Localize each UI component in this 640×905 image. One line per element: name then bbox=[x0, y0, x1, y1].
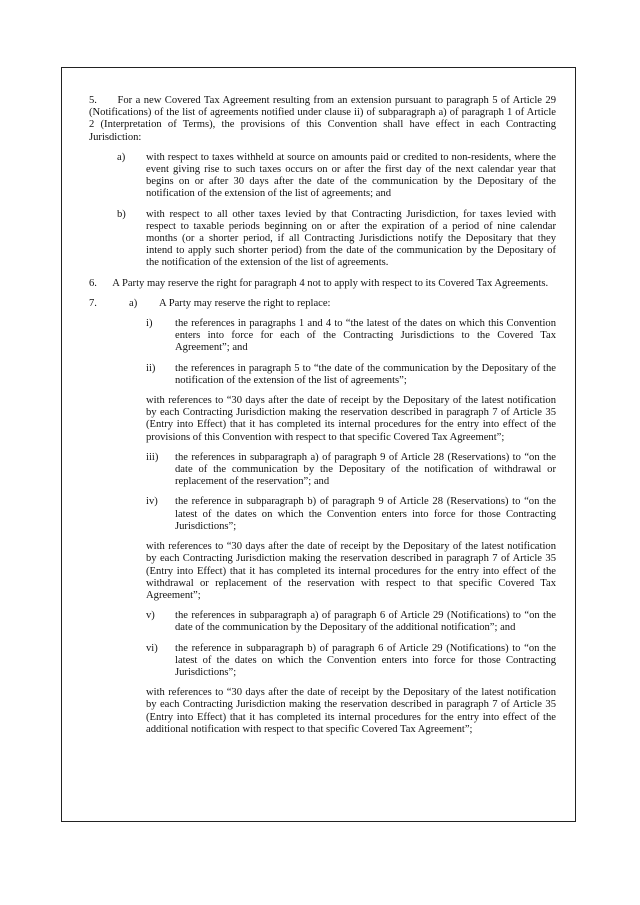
paragraph-number: 7. bbox=[89, 297, 97, 309]
item-label: ii) bbox=[146, 362, 156, 374]
item-text: the references in subparagraph a) of paragraph 9 of Article 28 (Reservations) to “on the date of the communication by the Depositary of the notification of withdrawal or replacement of the reservation”; and bbox=[175, 451, 556, 488]
item-label: v) bbox=[146, 610, 155, 622]
paragraph-7-heading bbox=[89, 298, 556, 310]
item-text: the references in subparagraph a) of paragraph 6 of Article 29 (Notifications) to “on the date of the communication by the Depositary of the additional notification”; and bbox=[175, 610, 556, 634]
item-text: the references in paragraph 5 to “the date of the communication by the Depositary of the notification of the extension of the list of agreements”; bbox=[175, 362, 556, 386]
item-text: the reference in subparagraph b) of paragraph 6 of Article 29 (Notifications) to “on the latest of the dates on which the Convention enters into force for those Contracting Jurisdictions”; bbox=[175, 642, 556, 678]
paragraph-7-item-i bbox=[89, 318, 556, 355]
item-label: vi) bbox=[146, 642, 158, 654]
item-label: b) bbox=[117, 208, 126, 220]
paragraph-5: 5. For a new Covered Tax Agreement resulting from an extension pursuant to paragraph 5 of Article 29 (Notifications) of the list of agreements notified under clause ii) of subparagraph a) of paragraph 1 of Article 2 (Interpretation of Terms), the provisions of this Convention shall have effect in each Contracting Jurisdiction: bbox=[89, 95, 559, 143]
item-text: the reference in subparagraph b) of paragraph 9 of Article 28 (Reservations) to “on the latest of the dates on which the Convention enters into force for those Contracting Jurisdictions”; bbox=[175, 496, 556, 532]
item-label: iv) bbox=[146, 496, 158, 508]
paragraph-7-item-v bbox=[89, 610, 556, 634]
item-text: with respect to all other taxes levied by that Contracting Jurisdiction, for taxes levied with respect to taxable periods beginning on or after the expiration of a period of nine calendar months (or a shorter period, if all Contracting Jurisdictions notify the Depositary that they intend to apply such shorter period) from the date of the communication by the Depositary of the notification of the extension of the list of agreements. bbox=[146, 208, 556, 269]
item-label: i) bbox=[146, 318, 153, 330]
paragraph-7-item-ii bbox=[89, 363, 556, 387]
item-text: with respect to taxes withheld at source on amounts paid or credited to non-residents, where the event giving rise to such taxes occurs on or after the first day of the next calendar year that begins on or after 30 days after the date of the communication by the Depositary of the notification of the extension of the list of agreements; and bbox=[146, 151, 556, 200]
paragraph-6: 6. A Party may reserve the right for paragraph 4 not to apply with respect to its Covered Tax Agreements. bbox=[89, 277, 549, 289]
paragraph-7-item-vi bbox=[89, 643, 556, 680]
continuation-text-1: with references to “30 days after the date of receipt by the Depositary of the latest notification by each Contracting Jurisdiction making the reservation described in paragraph 7 of Article 35 (Entry into Effect) that it has completed its internal procedures for the entry into effect of the provisions of this Convention with respect to that specific Covered Tax Agreement”; bbox=[146, 395, 556, 443]
subparagraph-label: a) bbox=[129, 297, 138, 309]
paragraph-7-intro: A Party may reserve the right to replace: bbox=[159, 297, 331, 309]
item-text: the references in paragraphs 1 and 4 to “the latest of the dates on which this Convention enters into force for each of the Contracting Jurisdictions to the Covered Tax Agreement”; and bbox=[175, 318, 556, 354]
paragraph-5-item-b bbox=[89, 209, 556, 270]
paragraph-7-item-iv bbox=[89, 496, 556, 533]
paragraph-5-item-a bbox=[89, 152, 556, 201]
continuation-text-3: with references to “30 days after the date of receipt by the Depositary of the latest notification by each Contracting Jurisdiction making the reservation described in paragraph 7 of Article 35 (Entry into Effect) that it has completed its internal procedures for the entry into effect of the additional notification with respect to that specific Covered Tax Agreement”; bbox=[146, 687, 556, 735]
document-body bbox=[89, 95, 559, 736]
item-label: iii) bbox=[146, 451, 159, 463]
continuation-text-2: with references to “30 days after the date of receipt by the Depositary of the latest notification by each Contracting Jurisdiction making the reservation described in paragraph 7 of Article 35 (Entry into Effect) that it has completed its internal procedures for the entry into effect of the withdrawal or replacement of the reservation with respect to that specific Covered Tax Agreement”; bbox=[146, 541, 556, 601]
paragraph-7-item-iii bbox=[89, 452, 556, 489]
item-label: a) bbox=[117, 151, 126, 163]
